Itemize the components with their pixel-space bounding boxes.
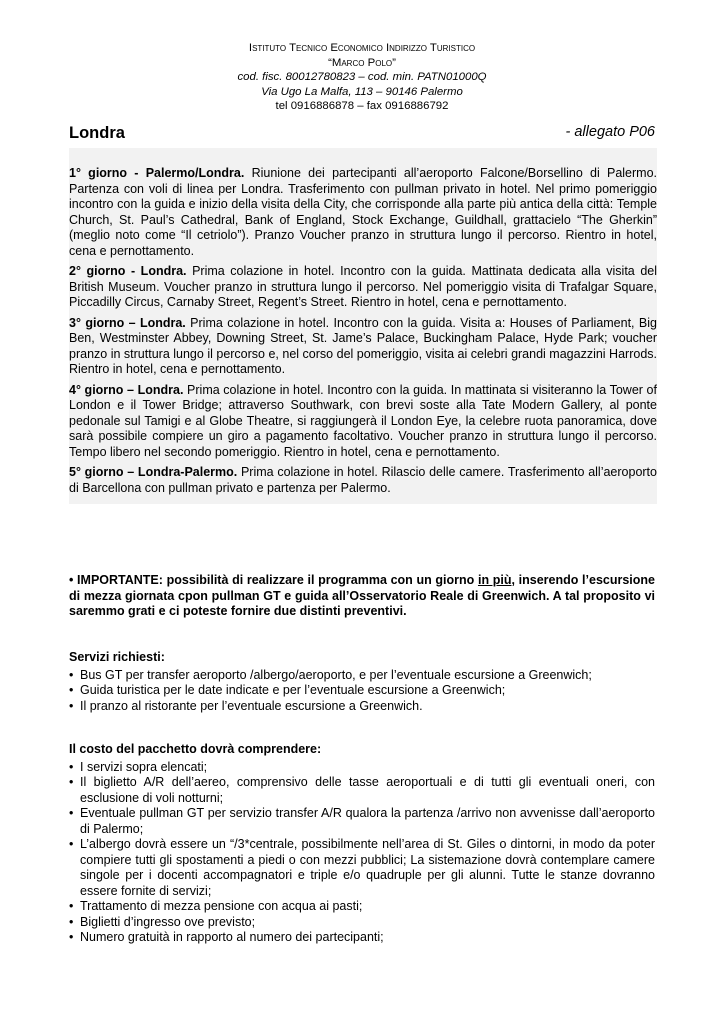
list-item: • Guida turistica per le date indicate e per l’eventuale escursione a Greenwich; <box>69 683 655 699</box>
itinerary-day <box>69 264 657 311</box>
school-phone: tel 0916886878 – fax 0916886792 <box>275 100 449 113</box>
services-section <box>69 650 655 714</box>
day-heading: 2° giorno - Londra. <box>69 264 187 278</box>
school-name: Istituto Tecnico Economico Indirizzo Turistico <box>248 42 476 54</box>
itinerary-day <box>69 316 657 378</box>
day-heading: 1° giorno - Palermo/Londra. <box>69 166 245 180</box>
list-item: • Biglietti d’ingresso ove previsto; <box>69 915 655 931</box>
day-heading: 5° giorno – Londra-Palermo. <box>69 465 238 479</box>
list-item: • Numero gratuità in rapporto al numero dei partecipanti; <box>69 930 655 946</box>
list-item: • Il pranzo al ristorante per l’eventuale escursione a Greenwich. <box>69 699 655 715</box>
school-header <box>0 41 724 114</box>
list-item: • Trattamento di mezza pensione con acqua ai pasti; <box>69 899 655 915</box>
important-underlined: in più <box>477 573 512 587</box>
important-text-1: IMPORTANTE: possibilità di realizzare il programma con un giorno <box>73 573 478 587</box>
package-cost-list <box>69 760 655 946</box>
day-text: Prima colazione in hotel. Rilascio delle camere. Trasferimento all’aeroporto di Barcellona con pullman privato e partenza per Palermo. <box>69 465 657 495</box>
list-item: • Il biglietto A/R dell’aereo, comprensivo delle tasse aeroportuali e di tutti gli eventuali oneri, con esclusione di voli notturni; <box>69 775 655 806</box>
services-list <box>69 668 655 715</box>
school-codes: cod. fisc. 80012780823 – cod. min. PATN01000Q <box>237 71 487 84</box>
day-text: Prima colazione in hotel. Incontro con la guida. In mattinata si visiteranno la Tower of London e il Tower Bridge; attraverso Southwark, con brevi soste alla Tate Modern Gallery, al ponte pedonale sul Tamigi e al Globe Theatre, si raggiungerà il London Eye, la celebre ruota panoramica, dove sarà possibile compiere un giro a pagamento facoltativo. Voucher pranzo in struttura lungo il percorso. Tempo libero nel secondo pomeriggio. Rientro in hotel, cena e pernottamento. <box>69 382 657 459</box>
list-item: • Bus GT per transfer aeroporto /albergo/aeroporto, e per l’eventuale escursione a Greenwich; <box>69 668 655 684</box>
day-text: Prima colazione in hotel. Incontro con la guida. Mattinata dedicata alla visita del British Museum. Voucher pranzo in struttura lungo il percorso. Nel pomeriggio visita di Trafalgar Square, Piccadilly Circus, Carnaby Street, Regent’s Street. Rientro in hotel, cena e pernottamento. <box>69 264 657 309</box>
itinerary-day <box>69 465 657 496</box>
document-title: Londra <box>69 124 125 142</box>
package-cost-section <box>69 742 655 946</box>
bullet-icon: • <box>69 573 74 587</box>
important-text-2: , inserendo l’escursione di mezza giornata cpon pullman GT e guida all’Osservatorio Reale di Greenwich. A tal proposito vi saremmo grati e ci poteste fornire due distinti preventivi. <box>69 573 655 618</box>
day-heading: 3° giorno – Londra. <box>69 315 186 330</box>
itinerary-day <box>69 166 657 259</box>
title-row <box>69 124 655 146</box>
list-item: • I servizi sopra elencati; <box>69 760 655 776</box>
school-title: “Marco Polo” <box>328 56 396 69</box>
list-item: • L’albergo dovrà essere un “/3*centrale, possibilmente nell’area di St. Giles o dintorni, in modo da poter compiere tutti gli spostamenti a piedi o con mezzi pubblici; La sistemazione dovrà contemplare camere singole per i docenti accompagnatori e triple e/o quadruple per gli alunni. Tutte le stanze dovranno essere fornite di servizi; <box>69 837 655 899</box>
day-heading: 4° giorno – Londra. <box>69 382 184 397</box>
itinerary-box <box>69 148 657 504</box>
itinerary-day <box>69 383 657 461</box>
school-address: Via Ugo La Malfa, 113 – 90146 Palermo <box>261 85 463 98</box>
package-cost-heading: Il costo del pacchetto dovrà comprendere: <box>69 742 322 756</box>
services-heading: Servizi richiesti: <box>69 650 165 664</box>
important-note <box>69 573 655 620</box>
day-text: Prima colazione in hotel. Incontro con la guida. Visita a: Houses of Parliament, Big Ben, Westminster Abbey, Downing Street, St. Jame’s Palace, Buckingham Palace, Hyde Park; voucher pranzo in struttura lungo il percorso e, nel corso del pomeriggio, visita ai celebri grandi magazzini Harrods. Rientro in hotel, cena e pernottamento. <box>69 315 657 376</box>
attachment-label: - allegato P06 <box>565 124 655 140</box>
list-item: • Eventuale pullman GT per servizio transfer A/R qualora la partenza /arrivo non avvenisse dall’aeroporto di Palermo; <box>69 806 655 837</box>
day-text: Riunione dei partecipanti all’aeroporto Falcone/Borsellino di Palermo. Partenza con voli di linea per Londra. Trasferimento con pullman privato in hotel. Nel primo pomeriggio incontro con la guida e inizio della visita della City, che corrisponde alla parte più antica della città: Temple Church, St. Paul’s Cathedral, Bank of England, Stock Exchange, Guildhall, grattacielo “The Gherkin” (meglio noto come “Il cetriolo”). Pranzo Voucher pranzo in struttura lungo il percorso. Rientro in hotel, cena e pernottamento. <box>69 166 658 258</box>
